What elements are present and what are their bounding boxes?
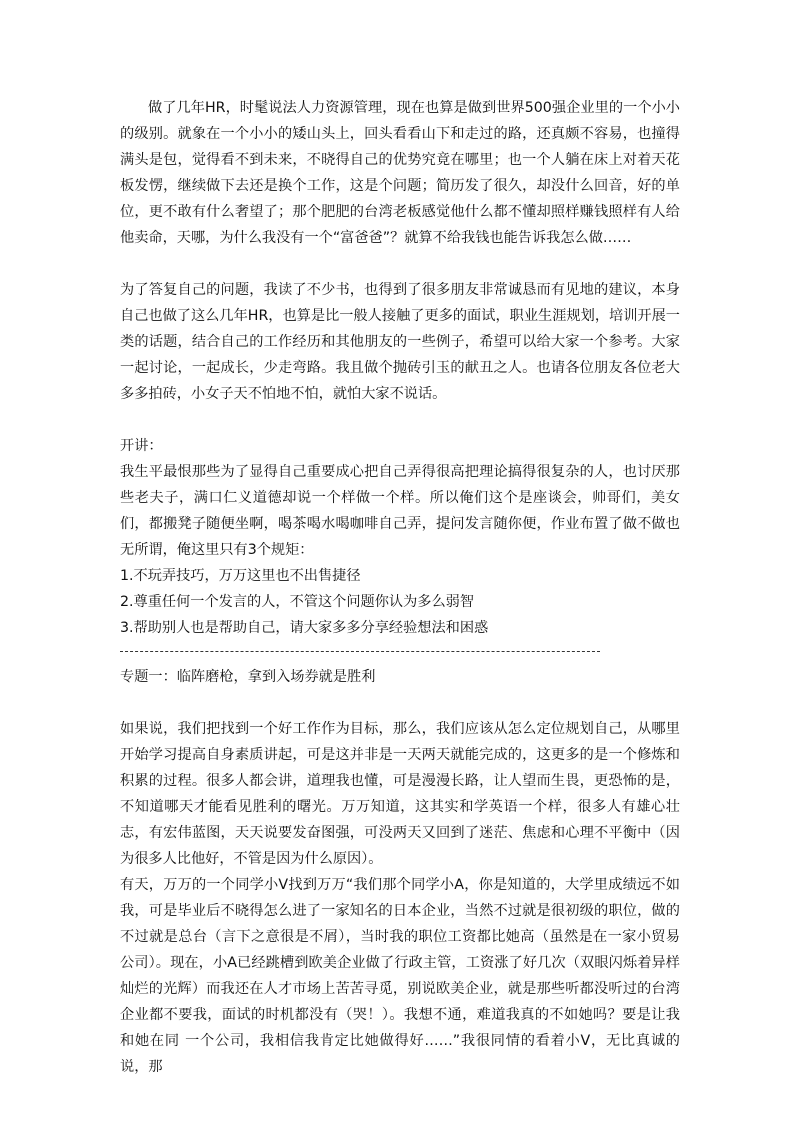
opening-heading: 开讲：	[120, 438, 163, 454]
paragraph-gap	[120, 690, 680, 716]
dashed-divider	[120, 651, 600, 652]
document-body	[120, 95, 680, 1080]
paragraph-gap	[120, 407, 680, 433]
opening-paragraph: 我生平最恨那些为了显得自己重要成心把自己弄得很高把理论搞得很复杂的人，也讨厌那些老夫子，满口仁义道德却说一个样做一个样。所以俺们这个是座谈会，帅哥们，美女们，都搬凳子随便坐啊，喝茶喝水喝咖啡自己弄，提问发言随你便，作业布置了做不做也无所谓，俺这里只有3个规矩：	[120, 464, 680, 558]
rule-item-1: 1.不玩弄技巧，万万这里也不出售捷径	[120, 568, 361, 584]
purpose-paragraph: 为了答复自己的问题，我读了不少书，也得到了很多朋友非常诚恳而有见地的建议，本身自己也做了这么几年HR，也算是比一般人接触了更多的面试，职业生涯规划，培训开展一类的话题，结合自己的工作经历和其他朋友的一些例子，希望可以给大家一个参考。大家一起讨论，一起成长，少走弯路。我且做个抛砖引玉的献丑之人。也请各位朋友各位老大多多拍砖，小女子天不怕地不怕，就怕大家不说话。	[120, 282, 680, 402]
intro-paragraph: 做了几年HR，时髦说法人力资源管理，现在也算是做到世界500强企业里的一个小小的级别。就象在一个小小的矮山头上，回头看看山下和走过的路，还真颇不容易，也撞得满头是包，觉得看不到未来，不晓得自己的优势究竟在哪里；也一个人躺在床上对着天花板发愣，继续做下去还是换个工作，这是个问题；简历发了很久，却没什么回音，好的单位，更不敢有什么奢望了；那个肥肥的台湾老板感觉他什么都不懂却照样赚钱照样有人给他卖命，天哪，为什么我没有一个“富爸爸”？就算不给我钱也能告诉我怎么做……	[120, 100, 680, 246]
paragraph-gap	[120, 251, 680, 277]
rule-item-2: 2.尊重任何一个发言的人，不管这个问题你认为多么弱智	[120, 594, 475, 610]
rule-item-3: 3.帮助别人也是帮助自己，请大家多多分享经验想法和困惑	[120, 620, 489, 636]
topic-heading: 专题一：临阵磨枪，拿到入场券就是胜利	[120, 669, 376, 685]
topic-paragraph: 如果说，我们把找到一个好工作作为目标，那么，我们应该从怎么定位规划自己，从哪里开始学习提高自身素质讲起，可是这并非是一天两天就能完成的，这更多的是一个修炼和积累的过程。很多人都会讲，道理我也懂，可是漫漫长路，让人望而生畏，更恐怖的是，不知道哪天才能看见胜利的曙光。万万知道，这其实和学英语一个样，很多人有雄心壮志，有宏伟蓝图，天天说要发奋图强，可没两天又回到了迷茫、焦虑和心理不平衡中（因为很多人比他好，不管是因为什么原因）。	[120, 721, 680, 867]
story-paragraph: 有天，万万的一个同学小V找到万万“我们那个同学小A，你是知道的，大学里成绩远不如我，可是毕业后不晓得怎么进了一家知名的日本企业，当然不过就是很初级的职位，做的不过就是总台（言下之意很是不屑），当时我的职位工资都比她高（虽然是在一家小贸易公司）。现在，小A已经跳槽到欧美企业做了行政主管，工资涨了好几次（双眼闪烁着异样灿烂的光辉）而我还在人才市场上苦苦寻觅，别说欧美企业，就是那些听都没听过的台湾企业都不要我，面试的时机都没有（哭！）。我想不通，难道我真的不如她吗？要是让我和她在同 一个公司，我相信我肯定比她做得好……”我很同情的看着小V，无比真诚的说，那	[120, 877, 680, 1075]
